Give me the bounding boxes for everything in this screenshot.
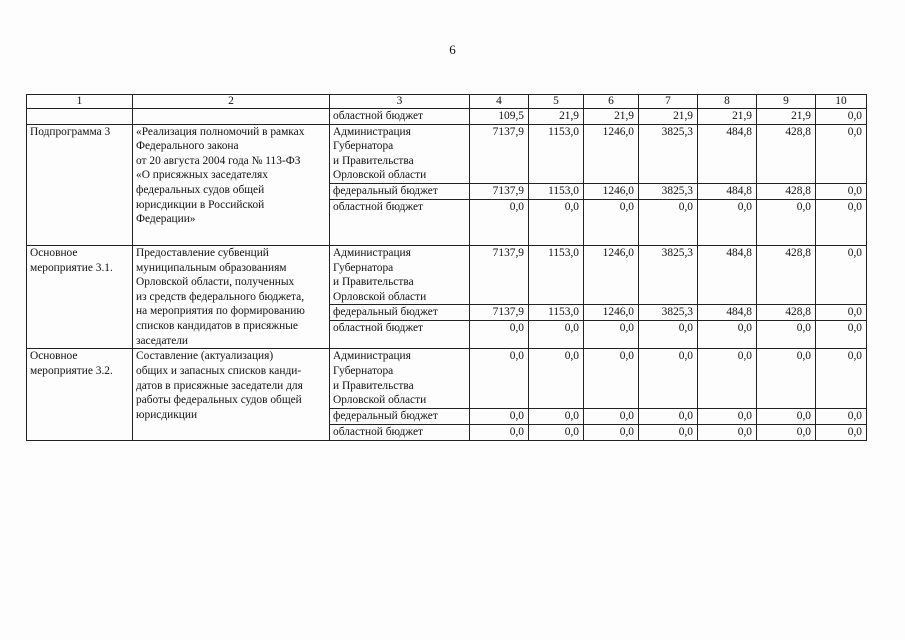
text-line: юрисдикции — [136, 408, 198, 421]
text-line: и Правительства — [333, 276, 414, 289]
value-cell: 0,0 — [698, 349, 757, 408]
value-cell: 109,5 — [470, 109, 529, 125]
value-cell: 484,8 — [698, 183, 757, 199]
text-line: Орловской области — [333, 169, 427, 182]
column-header: 5 — [529, 95, 584, 109]
value-cell: 0,0 — [698, 321, 757, 349]
value-cell: 0,0 — [584, 349, 639, 408]
program-code: Подпрограмма 3 — [27, 124, 133, 245]
value-cell: 0,0 — [470, 408, 529, 424]
value-cell: 0,0 — [529, 321, 584, 349]
text-line: областной бюджет — [333, 200, 423, 213]
value-cell: 1246,0 — [584, 305, 639, 321]
value-cell: 1246,0 — [584, 245, 639, 304]
value-cell: 1153,0 — [529, 124, 584, 183]
text-line: Администрация — [333, 246, 411, 259]
value-cell: 428,8 — [757, 245, 816, 304]
program-code: Основное мероприятие 3.1. — [27, 245, 133, 348]
text-line: федеральных судов общей — [136, 183, 265, 196]
table-row — [27, 109, 867, 125]
value-cell: 1153,0 — [529, 305, 584, 321]
source-cell — [330, 349, 470, 408]
text-line: Орловской области, полученных — [136, 276, 295, 289]
program-name — [133, 245, 330, 348]
text-line: Предоставление субвенций — [136, 246, 269, 259]
text-line: и Правительства — [333, 379, 414, 392]
value-cell: 1153,0 — [529, 245, 584, 304]
source-cell — [330, 424, 470, 440]
value-cell: 484,8 — [698, 245, 757, 304]
value-cell: 0,0 — [639, 408, 698, 424]
value-cell: 1153,0 — [529, 183, 584, 199]
value-cell: 484,8 — [698, 305, 757, 321]
budget-table — [26, 94, 867, 441]
value-cell: 0,0 — [757, 424, 816, 440]
value-cell: 0,0 — [816, 183, 867, 199]
text-line: общих и запасных списков канди- — [136, 364, 302, 377]
source-cell — [330, 199, 470, 245]
value-cell: 0,0 — [816, 408, 867, 424]
column-header: 8 — [698, 95, 757, 109]
value-cell: 3825,3 — [639, 183, 698, 199]
value-cell: 0,0 — [584, 199, 639, 245]
value-cell: 0,0 — [757, 408, 816, 424]
text-line: датов в присяжные заседатели для — [136, 379, 303, 392]
text-line: Федерации» — [136, 213, 196, 226]
source-cell — [330, 305, 470, 321]
text-line: Орловской области — [333, 290, 427, 303]
value-cell: 7137,9 — [470, 305, 529, 321]
value-cell: 0,0 — [757, 349, 816, 408]
column-header: 9 — [757, 95, 816, 109]
value-cell: 0,0 — [816, 321, 867, 349]
source-cell — [330, 245, 470, 304]
value-cell: 0,0 — [816, 109, 867, 125]
text-line: федеральный бюджет — [333, 306, 438, 319]
text-line: Администрация — [333, 350, 411, 363]
column-header: 6 — [584, 95, 639, 109]
value-cell: 0,0 — [639, 199, 698, 245]
value-cell: 0,0 — [470, 424, 529, 440]
empty-cell — [133, 109, 330, 125]
value-cell: 0,0 — [816, 124, 867, 183]
value-cell: 0,0 — [757, 199, 816, 245]
text-line: областной бюджет — [333, 425, 423, 438]
text-line: Составление (актуализация) — [136, 350, 274, 363]
text-line: работы федеральных судов общей — [136, 394, 302, 407]
column-header: 7 — [639, 95, 698, 109]
text-line: списков кандидатов в присяжные — [136, 319, 298, 332]
value-cell: 21,9 — [584, 109, 639, 125]
value-cell: 0,0 — [698, 199, 757, 245]
value-cell: 0,0 — [529, 349, 584, 408]
text-line: Губернатора — [333, 261, 394, 274]
value-cell: 7137,9 — [470, 124, 529, 183]
value-cell: 3825,3 — [639, 124, 698, 183]
text-line: заседатели — [136, 334, 189, 347]
text-line: юрисдикции в Российской — [136, 198, 265, 211]
value-cell: 428,8 — [757, 305, 816, 321]
text-line: Администрация — [333, 125, 411, 138]
value-cell: 0,0 — [529, 199, 584, 245]
value-cell: 0,0 — [816, 305, 867, 321]
column-header: 2 — [133, 95, 330, 109]
value-cell: 0,0 — [529, 408, 584, 424]
value-cell: 0,0 — [757, 321, 816, 349]
text-line: Орловской области — [333, 394, 427, 407]
source-cell — [330, 124, 470, 183]
value-cell: 0,0 — [698, 408, 757, 424]
value-cell: 0,0 — [470, 199, 529, 245]
value-cell: 0,0 — [639, 349, 698, 408]
value-cell: 0,0 — [639, 321, 698, 349]
program-name — [133, 349, 330, 440]
value-cell: 0,0 — [470, 349, 529, 408]
value-cell: 0,0 — [529, 424, 584, 440]
value-cell: 0,0 — [470, 321, 529, 349]
column-header: 10 — [816, 95, 867, 109]
value-cell: 0,0 — [816, 245, 867, 304]
value-cell: 0,0 — [584, 408, 639, 424]
table-row — [27, 245, 867, 304]
table-row — [27, 349, 867, 408]
value-cell: 428,8 — [757, 124, 816, 183]
value-cell: 3825,3 — [639, 245, 698, 304]
value-cell: 0,0 — [584, 424, 639, 440]
text-line: федеральный бюджет — [333, 409, 438, 422]
text-line: и Правительства — [333, 154, 414, 167]
value-cell: 21,9 — [639, 109, 698, 125]
program-code: Основное мероприятие 3.2. — [27, 349, 133, 440]
value-cell: 21,9 — [757, 109, 816, 125]
value-cell: 484,8 — [698, 124, 757, 183]
text-line: на мероприятия по формированию — [136, 305, 305, 318]
source-cell — [330, 183, 470, 199]
text-line: Губернатора — [333, 140, 394, 153]
text-line: «О присяжных заседателях — [136, 169, 268, 182]
text-line: от 20 августа 2004 года № 113-ФЗ — [136, 154, 301, 167]
value-cell: 0,0 — [816, 424, 867, 440]
text-line: областной бюджет — [333, 322, 423, 335]
column-header: 4 — [470, 95, 529, 109]
table-row — [27, 124, 867, 183]
page-number: 6 — [449, 42, 456, 57]
text-line: «Реализация полномочий в рамках — [136, 125, 305, 138]
value-cell: 7137,9 — [470, 183, 529, 199]
source-cell — [330, 408, 470, 424]
value-cell: 0,0 — [698, 424, 757, 440]
value-cell: 0,0 — [816, 199, 867, 245]
text-line: муниципальным образованиям — [136, 261, 287, 274]
column-header: 3 — [330, 95, 470, 109]
value-cell: 0,0 — [816, 349, 867, 408]
source-cell: областной бюджет — [330, 109, 470, 125]
source-cell — [330, 321, 470, 349]
value-cell: 0,0 — [584, 321, 639, 349]
text-line: федеральный бюджет — [333, 184, 438, 197]
text-line: Губернатора — [333, 364, 394, 377]
program-name — [133, 124, 330, 245]
column-header: 1 — [27, 95, 133, 109]
value-cell: 21,9 — [529, 109, 584, 125]
value-cell: 428,8 — [757, 183, 816, 199]
header-row — [27, 95, 867, 109]
value-cell: 0,0 — [639, 424, 698, 440]
value-cell: 3825,3 — [639, 305, 698, 321]
text-line: Федерального закона — [136, 140, 239, 153]
empty-cell — [27, 109, 133, 125]
value-cell: 21,9 — [698, 109, 757, 125]
value-cell: 1246,0 — [584, 183, 639, 199]
value-cell: 7137,9 — [470, 245, 529, 304]
value-cell: 1246,0 — [584, 124, 639, 183]
text-line: из средств федерального бюджета, — [136, 290, 305, 303]
